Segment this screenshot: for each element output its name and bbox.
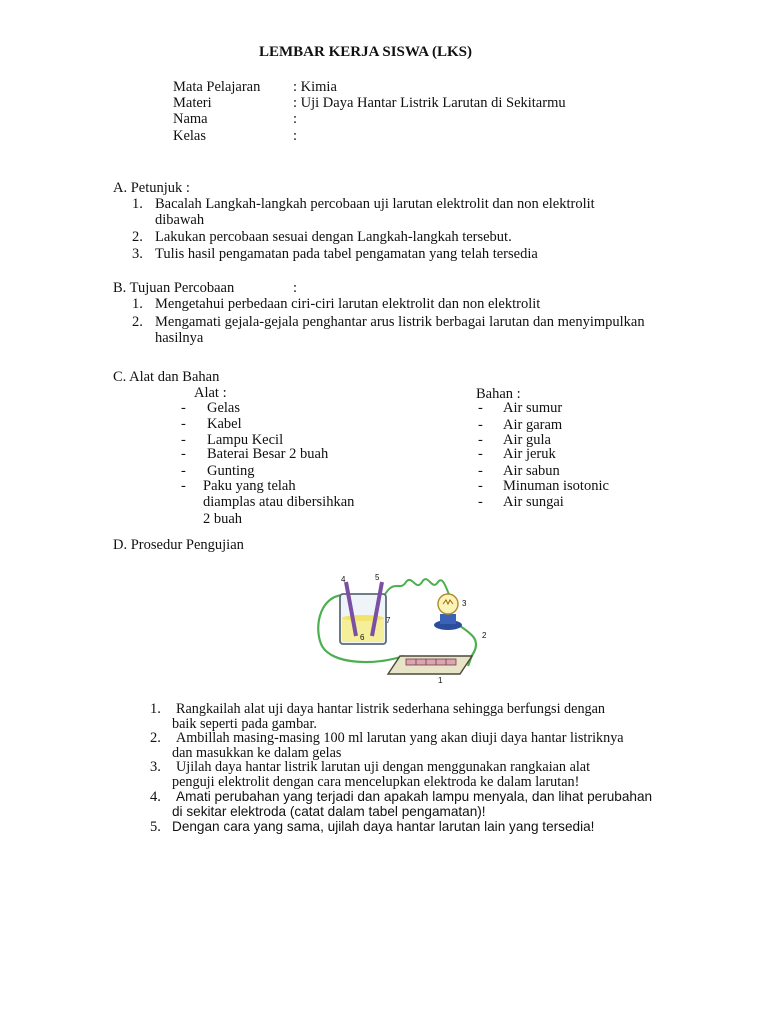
diagram-label: 2 <box>482 631 487 640</box>
list-number: 5. <box>150 819 161 835</box>
alat-item: Kabel <box>207 416 242 432</box>
list-item: Ambillah masing-masing 100 ml larutan yang akan diuji daya hantar listriknya <box>176 730 624 746</box>
list-dash: - <box>181 463 186 479</box>
list-item: dibawah <box>155 212 205 228</box>
section-heading: B. Tujuan Percobaan <box>113 280 235 296</box>
alat-item: 2 buah <box>203 511 243 527</box>
alat-item: Gunting <box>207 463 255 479</box>
bahan-item: Air gula <box>503 432 551 448</box>
bahan-item: Air garam <box>503 417 563 433</box>
bahan-label: Bahan : <box>476 386 521 402</box>
list-dash: - <box>478 432 483 448</box>
list-item: baik seperti pada gambar. <box>172 716 317 732</box>
list-number: 3. <box>150 759 161 775</box>
list-item: Amati perubahan yang terjadi dan apakah lampu menyala, dan lihat perubahan <box>176 789 653 804</box>
section-colon: : <box>293 280 298 296</box>
info-value: : Kimia <box>293 79 337 95</box>
alat-item: Lampu Kecil <box>207 432 284 448</box>
list-dash: - <box>478 400 483 416</box>
diagram-label: 5 <box>375 573 380 582</box>
list-dash: - <box>181 432 186 448</box>
list-number: 1. <box>150 701 161 717</box>
bahan-item: Air sungai <box>503 494 564 510</box>
diagram-label: 4 <box>341 575 346 584</box>
info-label: Nama <box>173 111 208 127</box>
list-dash: - <box>181 446 186 462</box>
bahan-item: Air sabun <box>503 463 560 479</box>
section-heading: D. Prosedur Pengujian <box>113 537 244 553</box>
lamp-socket <box>440 614 456 624</box>
list-number: 2. <box>132 314 143 330</box>
list-dash: - <box>478 494 483 510</box>
list-item: Tulis hasil pengamatan pada tabel pengamatan yang telah tersedia <box>155 246 538 262</box>
bahan-item: Air sumur <box>503 400 563 416</box>
list-item: di sekitar elektroda (catat dalam tabel pengamatan)! <box>172 804 486 819</box>
diagram-label: 6 <box>360 633 365 642</box>
info-value: : <box>293 128 298 144</box>
list-item: dan masukkan ke dalam gelas <box>172 745 342 761</box>
alat-label: Alat : <box>194 385 227 401</box>
info-label: Mata Pelajaran <box>173 79 261 95</box>
list-number: 1. <box>132 296 143 312</box>
diagram-label: 3 <box>462 599 467 608</box>
list-item: Lakukan percobaan sesuai dengan Langkah-langkah tersebut. <box>155 229 512 245</box>
list-dash: - <box>181 478 186 494</box>
section-heading: A. Petunjuk : <box>113 180 190 196</box>
list-number: 3. <box>132 246 143 262</box>
alat-item: Gelas <box>207 400 241 416</box>
list-item: Dengan cara yang sama, ujilah daya hantar larutan lain yang tersedia! <box>172 819 595 834</box>
list-item: Mengamati gejala-gejala penghantar arus listrik berbagai larutan dan menyimpulkan <box>155 314 645 330</box>
list-number: 2. <box>132 229 143 245</box>
alat-item: Paku yang telah <box>203 478 296 494</box>
list-item: Mengetahui perbedaan ciri-ciri larutan elektrolit dan non elektrolit <box>155 296 541 312</box>
page-title: LEMBAR KERJA SISWA (LKS) <box>259 44 472 60</box>
info-value: : <box>293 111 298 127</box>
diagram-label: 1 <box>438 676 443 685</box>
list-item: penguji elektrolit dengan cara mencelupkan elektroda ke dalam larutan! <box>172 774 580 790</box>
list-dash: - <box>181 400 186 416</box>
info-label: Kelas <box>173 128 207 144</box>
list-item: Ujilah daya hantar listrik larutan uji dengan menggunakan rangkaian alat <box>176 759 591 775</box>
info-value: : Uji Daya Hantar Listrik Larutan di Sekitarmu <box>293 95 566 111</box>
list-item: Rangkailah alat uji daya hantar listrik sederhana sehingga berfungsi dengan <box>176 701 606 717</box>
bahan-item: Air jeruk <box>503 446 556 462</box>
info-label: Materi <box>173 95 212 111</box>
diagram-label: 7 <box>386 616 391 625</box>
bahan-item: Minuman isotonic <box>503 478 609 494</box>
alat-item: diamplas atau dibersihkan <box>203 494 355 510</box>
list-number: 2. <box>150 730 161 746</box>
list-number: 4. <box>150 789 161 805</box>
list-dash: - <box>478 463 483 479</box>
list-dash: - <box>478 417 483 433</box>
alat-item: Baterai Besar 2 buah <box>207 446 329 462</box>
list-dash: - <box>478 446 483 462</box>
battery-cells <box>406 659 456 665</box>
list-dash: - <box>181 416 186 432</box>
list-number: 1. <box>132 196 143 212</box>
list-item: Bacalah Langkah-langkah percobaan uji larutan elektrolit dan non elektrolit <box>155 196 595 212</box>
circuit-diagram <box>312 570 502 685</box>
list-item: hasilnya <box>155 330 204 346</box>
list-dash: - <box>478 478 483 494</box>
section-heading: C. Alat dan Bahan <box>113 369 220 385</box>
